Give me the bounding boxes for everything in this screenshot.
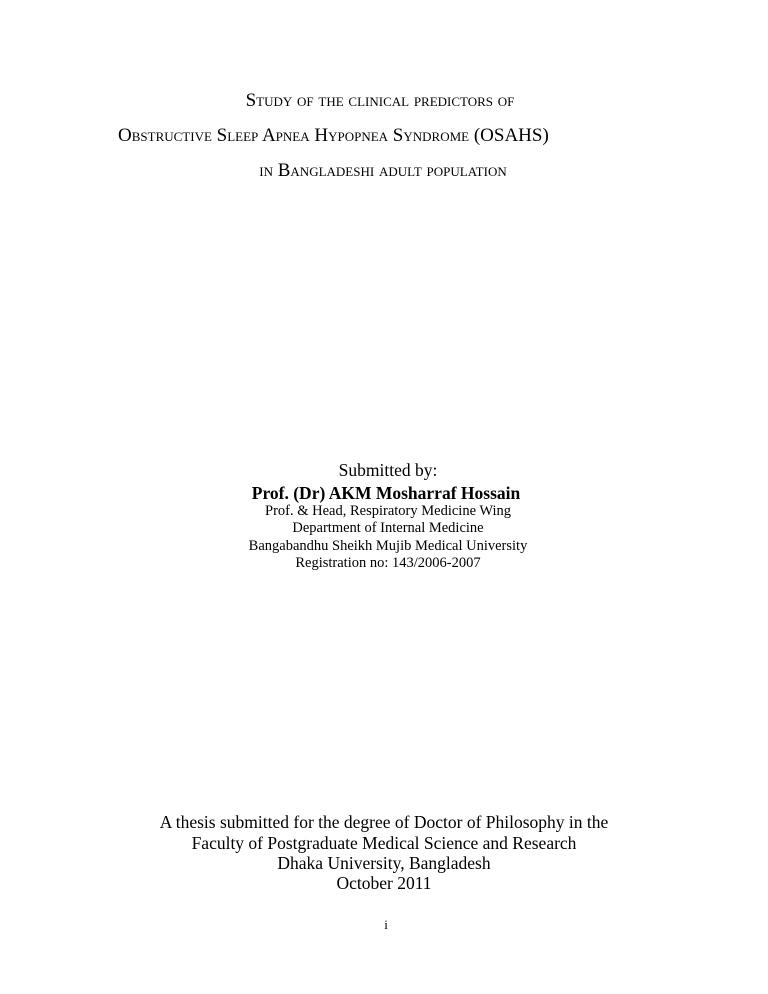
thesis-statement-line-1: A thesis submitted for the degree of Doctor of Philosophy in the [159, 812, 609, 832]
author-name: Prof. (Dr) AKM Mosharraf Hossain [251, 483, 521, 503]
author-institution: Bangabandhu Sheikh Mujib Medical University [248, 538, 528, 554]
title-line-3: in Bangladeshi adult population [259, 160, 507, 181]
submitted-by-label: Submitted by: [338, 460, 438, 480]
author-department: Department of Internal Medicine [292, 520, 484, 536]
title-line-1: Study of the clinical predictors of [245, 90, 515, 111]
thesis-statement-line-2: Faculty of Postgraduate Medical Science and Research [191, 833, 577, 853]
author-position: Prof. & Head, Respiratory Medicine Wing [265, 503, 511, 519]
title-line-2: Obstructive Sleep Apnea Hypopnea Syndrome (OSAHS) [118, 125, 549, 146]
registration-number: Registration no: 143/2006-2007 [295, 555, 481, 571]
thesis-date: October 2011 [336, 873, 432, 893]
thesis-university: Dhaka University, Bangladesh [277, 853, 491, 873]
page-number: i [384, 917, 388, 932]
